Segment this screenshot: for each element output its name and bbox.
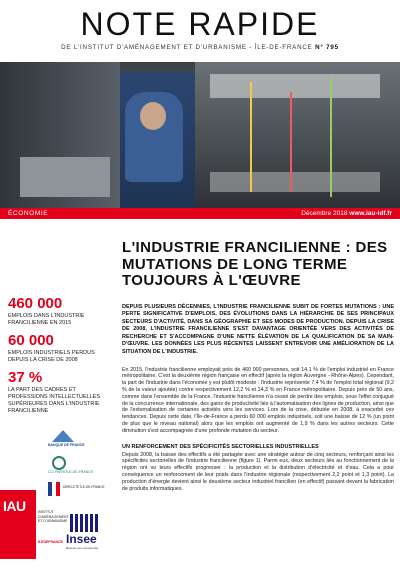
stat-item [8, 370, 116, 415]
subtitle-text: DE L'INSTITUT D'AMÉNAGEMENT ET D'URBANISME - ÎLE-DE-FRANCE [61, 44, 313, 51]
issue-number: N° 795 [315, 44, 339, 51]
banque-de-france-logo: BANQUE DE FRANCE [48, 430, 108, 450]
rubrique-bar [0, 208, 400, 219]
stat-value: 460 000 [8, 295, 63, 312]
section-heading: UN RENFORCEMENT DES SPÉCIFICITÉS SECTORIELLES INDUSTRIELLES [122, 443, 319, 450]
article-lead: DEPUIS PLUSIEURS DÉCENNIES, L'INDUSTRIE FRANCILIENNE SUBIT DE FORTES MUTATIONS : UNE PERTE SIGNIFICATIVE D'EMPLOIS, DES ÉVOLUTIONS DANS LA HIÉRARCHIE DE SES PRINCIPAUX SECTEURS D'ACTIVITÉ, DANS SA GÉOGRAPHIE ET SES MODES DE PRODUCTION. DEPUIS LA CRISE DE 2008, L'INDUSTRIE FRANCILIENNE S'EST DAVANTAGE ORIENTÉE VERS DES ACTIVITÉS DE RECHERCHE ET S'ACCOMPAGNE D'UNE NETTE ÉLÉVATION DE LA QUALIFICATION DE SA MAIN-D'ŒUVRE. LES DONNÉES LES PLUS RÉCENTES LAISSENT ENTREVOIR UNE AMÉLIORATION DE LA SITUATION DE L'INDUSTRIE. [122, 303, 394, 356]
article-body: En 2015, l'industrie francilienne employait près de 460 000 personnes, soit 14,1 % de l'emploi industriel en France métropolitaine. C'est la deuxième région française en effectif (après la région Auvergne - Rhône-Alpes). Cependant, la part de l'industrie dans l'économie y est plutôt modeste : l'industrie représente 7,4 % de l'emploi total régional (9,2 % de la valeur ajoutée) contre respectivement 12,2 % et 14,3 % en France métropolitaine. Depuis près de 50 ans, comme dans l'ensemble de la France, l'industrie francilienne n'a cessé de perdre des emplois, sous l'effet conjugué de la concurrence internationale, des gains de productivité liés à l'automatisation des lignes de production, ainsi que de l'externalisation de certaines activités vers les services. Lors de la crise, débutée en 2008, à exacerbé ces tendances. Depuis cette date, l'Île-de-France a perdu 60 000 emplois industriels, soit une baisse de 12 % (un point de plus que le niveau national) alors que les emplois ont augmenté de 1,9 % dans les autres secteurs. Cette diminution s'est accompagnée d'une profonde mutation du secteur. [122, 366, 394, 434]
site-link[interactable]: www.iau-idf.fr [349, 210, 392, 217]
header [0, 0, 400, 62]
stat-item [8, 333, 116, 364]
article [122, 240, 394, 492]
region-logo: ÎLEDEFRANCE [38, 540, 63, 544]
stat-label: LA PART DES CADRES ET PROFESSIONS INTELLECTUELLES SUPÉRIEURES DANS L'INDUSTRIE FRANCILIENNE [8, 387, 100, 414]
stat-label: EMPLOIS DANS L'INDUSTRIE FRANCILIENNE EN 2015 [8, 313, 85, 326]
subtitle [12, 44, 388, 51]
rubrique-label: ÉCONOMIE [8, 210, 49, 217]
cover-photo [0, 62, 400, 208]
insee-logo: Insee Mesurer pour comprendre [66, 514, 102, 559]
article-headline: L'INDUSTRIE FRANCILIENNE : DES MUTATIONS DE LONG TERME TOUJOURS À L'ŒUVRE [122, 239, 388, 289]
stat-item [8, 296, 116, 327]
cci-logo: CCI PARIS ÎLE-DE-FRANCE [48, 456, 108, 476]
stat-value: 37 % [8, 369, 43, 386]
stat-value: 60 000 [8, 332, 54, 349]
issue-date [301, 210, 392, 217]
key-figures [8, 296, 116, 421]
stat-label: EMPLOIS INDUSTRIELS PERDUS DEPUIS LA CRISE DE 2008 [8, 350, 95, 363]
page-title: NOTE RAPIDE [80, 6, 320, 42]
date-text: Décembre 2018 [301, 210, 348, 217]
direccte-logo: DIRECCTE ÎLE-DE-FRANCE [48, 482, 112, 498]
iau-subtitle: INSTITUT D'AMÉNAGEMENT ET D'URBANISME [38, 510, 69, 523]
iau-logo: IAU [0, 490, 36, 559]
article-body-2: Depuis 2008, la baisse des effectifs a été partagée avec une stratégie autour de cinq secteurs, renforçant ainsi les spécificités sectorielles de l'industrie francilienne (figure 1). Parmi eux, deux secteurs liés au fonctionnement de la région ont vu leurs effectifs progresser : la production et la distribution d'électricité et d'eau. Cela a pour conséquence un renforcement de leur poids dans l'industrie régionale (respectivement 2,2 point et 1,3 point). La production d'énergie devient ainsi le deuxième secteur industriel francilien (en effectif) passant devant la fabrication de produits informatiques. [122, 451, 394, 492]
